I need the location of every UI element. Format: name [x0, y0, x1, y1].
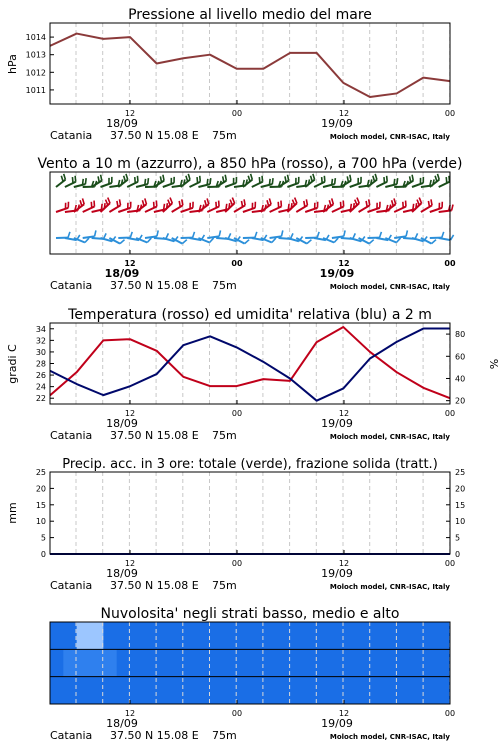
cloud-cell-1 — [63, 649, 116, 676]
wind-barb-feather-row0-43-1 — [446, 177, 447, 183]
wind-barb-feather-row2-14-0 — [193, 232, 195, 238]
wind-barb-feather-row0-36-1 — [384, 177, 385, 183]
wind-barb-feather-row0-2-1 — [83, 179, 84, 185]
precip-ytick-right-label-3: 15 — [455, 500, 466, 510]
wind-barb-feather-row1-43-0 — [452, 205, 453, 211]
temp-title: Temperatura (rosso) ed umidita' relativa (blu) a 2 m — [68, 307, 432, 323]
wind-barb-feather-row0-29-0 — [324, 176, 325, 182]
wind-barb-feather-row2-31-0 — [344, 230, 345, 236]
wind-barb-feather-row0-7-1 — [124, 176, 126, 182]
cloud-date-label-1: 19/09 — [321, 717, 353, 730]
wind-barb-feather-row2-9-0 — [147, 238, 151, 242]
wind-barb-feather-row0-22-0 — [262, 176, 263, 182]
pressure-coords-label: 37.50 N 15.08 E — [110, 129, 199, 142]
wind-barb-feather-row2-35-0 — [379, 232, 381, 238]
wind-barb-feather-row0-37-0 — [397, 178, 398, 184]
precip-tick-label-1: 00 — [231, 559, 243, 568]
wind-barb-feather-row0-30-0 — [335, 178, 336, 184]
wind-barb-feather-row0-15-0 — [200, 176, 201, 182]
wind-barb-feather-row0-1-0 — [75, 176, 76, 182]
wind-barb-feather-row1-19-0 — [232, 198, 234, 204]
wind-barb-feather-row1-20-0 — [244, 199, 245, 205]
wind-barb-feather-row1-11-1 — [164, 204, 165, 210]
wind-barb-feather-row1-12-1 — [168, 200, 170, 206]
temp-station-label: Catania — [50, 429, 93, 442]
precip-date-label-0: 18/09 — [106, 567, 138, 580]
precip-frame — [50, 472, 450, 554]
wind-barb-feather-row2-41-0 — [431, 240, 436, 244]
precip-station-label: Catania — [50, 579, 93, 592]
wind-barb-feather-row1-32-1 — [351, 204, 352, 210]
wind-barb-feather-row0-9-0 — [148, 178, 149, 184]
precip-ytick-right-label-0: 0 — [455, 550, 461, 559]
wind-tick-label-1: 00 — [231, 259, 243, 268]
wind-barb-feather-row0-23-0 — [272, 178, 273, 184]
wind-barb-feather-row1-27-1 — [304, 201, 305, 207]
temp-ytick-label-6: 34 — [35, 324, 46, 334]
cloud-cell-0 — [77, 622, 104, 649]
precip-ytick-right-label-5: 25 — [455, 468, 466, 477]
wind-barb-feather-row2-3-0 — [95, 230, 96, 236]
wind-tick-label-2: 12 — [338, 259, 350, 268]
wind-date-label-0: 18/09 — [104, 267, 140, 280]
wind-barb-feather-row0-11-1 — [160, 176, 161, 182]
precip-ylabel: mm — [6, 502, 19, 524]
cloud-coords-label: 37.50 N 15.08 E — [110, 729, 199, 742]
wind-barb-feather-row0-39-0 — [412, 175, 413, 181]
pressure-date-label-0: 18/09 — [106, 117, 138, 130]
pressure-date-label-1: 19/09 — [321, 117, 353, 130]
wind-barb-feather-row2-0-0 — [68, 232, 70, 238]
wind-barb-feather-row0-16-1 — [207, 179, 208, 185]
precip-ytick-label-5: 25 — [35, 468, 46, 477]
wind-barb-feather-row1-27-0 — [306, 199, 307, 205]
wind-barb-feather-row0-22-1 — [259, 177, 260, 183]
wind-barb-feather-row1-39-1 — [413, 204, 414, 210]
wind-barb-feather-row1-12-0 — [170, 198, 172, 204]
wind-barb-feather-row0-42-0 — [437, 174, 439, 180]
wind-barb-feather-row2-43-0 — [451, 235, 454, 240]
wind-barb-feather-row2-10-0 — [157, 230, 158, 236]
precip-ytick-label-0: 0 — [40, 550, 46, 559]
wind-barb-feather-row0-35-1 — [373, 176, 375, 182]
wind-barb-feather-row1-20-1 — [242, 201, 243, 207]
temp-coords-label: 37.50 N 15.08 E — [110, 429, 199, 442]
wind-date-label-1: 19/09 — [319, 267, 355, 280]
wind-barb-feather-row0-21-1 — [248, 176, 250, 182]
wind-barb-feather-row0-32-0 — [350, 175, 351, 181]
wind-barb-feather-row1-33-0 — [357, 198, 359, 204]
cloud-elevation-label: 75m — [212, 729, 237, 742]
wind-barb-feather-row0-14-0 — [188, 174, 190, 180]
wind-barb-feather-row1-9-0 — [145, 198, 147, 204]
wind-barb-row0-0 — [56, 180, 65, 187]
wind-barb-feather-row0-18-1 — [223, 176, 224, 182]
wind-barb-feather-row1-6-1 — [117, 201, 118, 207]
pressure-ytick-label-1: 1012 — [25, 68, 46, 78]
cloud-tick-label-2: 12 — [338, 709, 350, 718]
wind-barb-feather-row1-26-1 — [292, 200, 294, 206]
wind-barb-feather-row0-37-1 — [394, 179, 395, 185]
wind-barb-feather-row2-2-0 — [85, 238, 89, 242]
wind-barb-feather-row2-23-0 — [272, 238, 276, 242]
temp-model-credit: Moloch model, CNR-ISAC, Italy — [329, 433, 450, 441]
wind-barb-feather-row1-13-1 — [179, 201, 180, 207]
pressure-station-label: Catania — [50, 129, 93, 142]
wind-barb-feather-row0-15-1 — [197, 177, 198, 183]
pressure-tick-label-3: 00 — [444, 109, 456, 118]
wind-barb-feather-row2-30-0 — [334, 238, 338, 242]
wind-barb-feather-row2-34-0 — [369, 240, 374, 244]
wind-barb-feather-row1-30-0 — [332, 198, 334, 204]
temp-date-label-0: 18/09 — [106, 417, 138, 430]
wind-barb-feather-row1-5-0 — [108, 198, 110, 204]
wind-tick-label-0: 12 — [124, 259, 136, 268]
wind-barb-feather-row2-6-0 — [120, 240, 125, 244]
wind-model-credit: Moloch model, CNR-ISAC, Italy — [329, 283, 450, 291]
cloud-tick-label-3: 00 — [444, 709, 456, 718]
wind-tick-label-3: 00 — [444, 259, 456, 268]
wind-barb-feather-row0-4-0 — [101, 175, 102, 181]
pressure-line — [50, 34, 450, 97]
cloud-date-label-0: 18/09 — [106, 717, 138, 730]
precip-ytick-right-label-1: 5 — [455, 533, 461, 543]
wind-barb-feather-row2-28-0 — [317, 232, 319, 238]
cloud-title: Nuvolosita' negli strati basso, medio e alto — [100, 606, 400, 622]
wind-barb-row0-43 — [439, 182, 450, 187]
precip-ytick-label-3: 15 — [35, 500, 46, 510]
wind-barb-feather-row1-40-1 — [417, 200, 419, 206]
pressure-tick-label-1: 00 — [231, 109, 243, 118]
pressure-frame — [50, 23, 450, 104]
rh-ytick-label-3: 80 — [455, 330, 466, 340]
wind-barb-feather-row0-23-1 — [269, 179, 270, 185]
rh-ylabel: % — [487, 358, 500, 370]
pressure-ytick-label-2: 1013 — [25, 50, 46, 60]
temp-elevation-label: 75m — [212, 429, 237, 442]
wind-barb-feather-row0-8-1 — [135, 177, 136, 183]
temp-tick-label-1: 00 — [231, 409, 243, 418]
temp-ytick-label-1: 24 — [35, 382, 46, 392]
wind-barb-feather-row0-16-0 — [210, 178, 211, 184]
rh-ytick-label-2: 60 — [455, 352, 466, 362]
wind-barb-feather-row1-5-1 — [106, 200, 108, 206]
temp-frame — [50, 323, 450, 404]
precip-coords-label: 37.50 N 15.08 E — [110, 579, 199, 592]
wind-barb-feather-row1-19-1 — [230, 200, 232, 206]
wind-barb-feather-row2-7-0 — [130, 232, 132, 238]
temp-date-label-1: 19/09 — [321, 417, 353, 430]
wind-barb-feather-row2-17-0 — [219, 230, 220, 236]
wind-barb-feather-row1-33-1 — [355, 200, 357, 206]
precip-elevation-label: 75m — [212, 579, 237, 592]
wind-barb-feather-row1-9-1 — [142, 200, 144, 206]
temperature-line — [50, 327, 450, 398]
pressure-elevation-label: 75m — [212, 129, 237, 142]
wind-barb-feather-row1-18-1 — [226, 204, 227, 210]
temp-ylabel: gradi C — [6, 344, 19, 384]
temp-ytick-label-3: 28 — [35, 359, 46, 369]
wind-barb-feather-row0-11-0 — [163, 175, 164, 181]
wind-barb-feather-row0-32-1 — [347, 176, 348, 182]
temp-tick-label-3: 00 — [444, 409, 456, 418]
precip-ytick-right-label-2: 10 — [455, 517, 466, 527]
wind-barb-feather-row0-2-0 — [85, 178, 86, 184]
wind-barb-feather-row2-16-0 — [210, 238, 214, 242]
wind-barb-feather-row2-24-0 — [281, 230, 282, 236]
wind-barb-feather-row1-37-1 — [392, 200, 394, 206]
precip-ytick-label-4: 20 — [35, 484, 46, 494]
wind-barb-feather-row0-21-0 — [251, 174, 253, 180]
precip-model-credit: Moloch model, CNR-ISAC, Italy — [329, 583, 450, 591]
wind-barb-feather-row0-36-0 — [387, 176, 388, 182]
wind-barb-feather-row1-6-0 — [119, 199, 120, 205]
wind-barb-feather-row1-41-0 — [431, 199, 432, 205]
wind-barb-feather-row0-1-1 — [72, 177, 73, 183]
wind-barb-feather-row0-4-1 — [98, 176, 99, 182]
cloud-model-credit: Moloch model, CNR-ISAC, Italy — [329, 733, 450, 741]
wind-title: Vento a 10 m (azzurro), a 850 hPa (rosso), a 700 hPa (verde) — [37, 156, 463, 172]
precip-tick-label-3: 00 — [444, 559, 456, 568]
precip-title: Precip. acc. in 3 ore: totale (verde), frazione solida (tratt.) — [62, 457, 438, 472]
wind-barb-feather-row0-42-1 — [435, 176, 437, 182]
wind-barb-feather-row0-0-1 — [61, 176, 63, 182]
pressure-tick-label-2: 12 — [338, 109, 350, 118]
temp-tick-label-0: 12 — [124, 409, 136, 418]
wind-barb-feather-row0-29-1 — [322, 177, 323, 183]
wind-barb-row2-43 — [439, 238, 451, 240]
wind-barb-feather-row0-43-0 — [449, 176, 450, 182]
wind-station-label: Catania — [50, 279, 93, 292]
precip-date-label-1: 19/09 — [321, 567, 353, 580]
temp-ytick-label-4: 30 — [35, 347, 46, 357]
wind-barb-feather-row1-40-0 — [419, 198, 421, 204]
temp-ytick-label-2: 26 — [35, 371, 46, 381]
precip-ytick-right-label-4: 20 — [455, 484, 466, 494]
cloud-tick-label-1: 00 — [231, 709, 243, 718]
wind-barb-feather-row0-39-1 — [410, 176, 411, 182]
wind-barb-feather-row1-13-0 — [182, 199, 183, 205]
wind-barb-feather-row1-2-1 — [80, 200, 82, 206]
wind-barb-feather-row1-25-1 — [288, 204, 289, 210]
wind-barb-feather-row0-18-0 — [225, 175, 226, 181]
pressure-model-credit: Moloch model, CNR-ISAC, Italy — [329, 133, 450, 141]
precip-ytick-label-1: 5 — [40, 533, 46, 543]
temp-tick-label-2: 12 — [338, 409, 350, 418]
cloud-station-label: Catania — [50, 729, 93, 742]
cloud-tick-label-0: 12 — [124, 709, 136, 718]
temp-ytick-label-5: 32 — [35, 336, 46, 346]
pressure-title: Pressione al livello medio del mare — [128, 7, 372, 23]
wind-barb-feather-row0-7-0 — [126, 174, 128, 180]
wind-barb-feather-row1-34-0 — [369, 199, 370, 205]
wind-barb-feather-row0-9-1 — [145, 179, 146, 185]
precip-tick-label-2: 12 — [338, 559, 350, 568]
wind-barb-feather-row1-16-1 — [205, 200, 207, 206]
precip-ytick-label-2: 10 — [35, 517, 46, 527]
wind-barb-feather-row0-35-0 — [375, 174, 377, 180]
rh-ytick-label-1: 40 — [455, 374, 466, 384]
wind-barb-feather-row1-23-1 — [267, 200, 269, 206]
wind-barb-feather-row0-25-1 — [285, 176, 286, 182]
wind-barb-feather-row1-41-1 — [428, 201, 429, 207]
wind-barb-feather-row0-30-1 — [332, 179, 333, 185]
wind-coords-label: 37.50 N 15.08 E — [110, 279, 199, 292]
rh-ytick-label-0: 20 — [455, 396, 466, 406]
wind-barb-feather-row1-30-1 — [329, 200, 331, 206]
wind-barb-feather-row0-28-1 — [311, 176, 313, 182]
pressure-ytick-label-0: 1011 — [25, 85, 46, 95]
wind-barb-feather-row0-14-1 — [186, 176, 188, 182]
wind-barb-feather-row1-4-1 — [101, 204, 102, 210]
pressure-ytick-label-3: 1014 — [25, 33, 46, 43]
wind-barb-feather-row0-0-0 — [64, 174, 66, 180]
pressure-ylabel: hPa — [6, 54, 19, 74]
wind-barb-feather-row0-28-0 — [313, 174, 315, 180]
wind-barb-feather-row1-34-1 — [366, 201, 367, 207]
pressure-tick-label-0: 12 — [124, 109, 136, 118]
wind-barb-feather-row1-37-0 — [394, 198, 396, 204]
wind-barb-feather-row2-37-0 — [396, 238, 400, 242]
wind-barb-feather-row2-27-0 — [307, 240, 312, 244]
wind-barb-feather-row1-23-0 — [269, 198, 271, 204]
wind-barb-feather-row0-25-0 — [288, 175, 289, 181]
wind-barb-feather-row2-38-0 — [406, 230, 407, 236]
wind-barb-feather-row1-2-0 — [83, 198, 85, 204]
wind-barb-feather-row1-16-0 — [207, 198, 209, 204]
temp-ytick-label-0: 22 — [35, 394, 46, 404]
wind-barb-feather-row2-42-0 — [442, 232, 444, 238]
wind-elevation-label: 75m — [212, 279, 237, 292]
wind-barb-feather-row2-21-0 — [255, 232, 257, 238]
wind-barb-feather-row1-26-0 — [295, 198, 297, 204]
wind-barb-feather-row2-13-0 — [182, 240, 187, 244]
precip-tick-label-0: 12 — [124, 559, 136, 568]
wind-barb-feather-row0-8-0 — [137, 176, 138, 182]
wind-barb-feather-row2-20-0 — [245, 240, 250, 244]
